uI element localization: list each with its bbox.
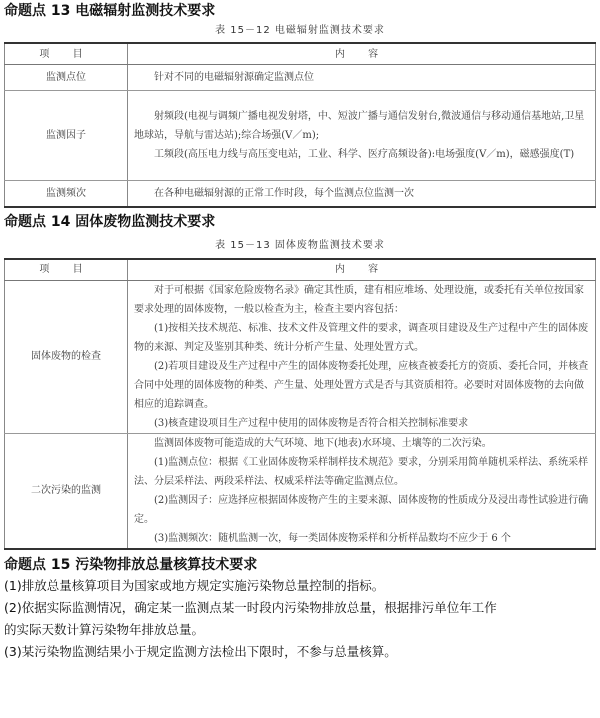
section14 [0, 212, 600, 550]
row-paragraph: 监测固体废物可能造成的大气环境、地下(地表)水环境、土壤等的二次污染。 [154, 437, 492, 449]
row-paragraph: (3)监测频次：随机监测一次，每一类固体废物采样和分析样品数均不应少于 6 个 [154, 532, 511, 544]
row-paragraph: (1)监测点位：根据《工业固体废物采样制样技术规范》要求，分别采用简单随机采样法、系统采样法、分层采样法、两段采样法、权威采样法等确定监测点位。 [134, 456, 589, 487]
row-label: 监测点位 [5, 65, 128, 91]
section15-list [0, 575, 600, 663]
section13 [0, 1, 600, 208]
section15 [0, 555, 600, 663]
list-item: (3)某污染物监测结果小于规定监测方法检出下限时，不参与总量核算。 [4, 643, 397, 659]
table-15-13 [4, 258, 596, 550]
header-content: 内 容 [128, 259, 596, 281]
table-row [5, 433, 596, 549]
table-row [5, 181, 596, 207]
row-label: 监测频次 [5, 181, 128, 207]
header-content: 内 容 [128, 43, 596, 65]
header-item: 项 目 [5, 259, 128, 281]
row-label: 固体废物的检查 [5, 280, 128, 433]
list-item: 的实际天数计算污染物年排放总量。 [4, 621, 205, 637]
row-paragraph: 射频段(电视与调频广播电视发射塔，中、短波广播与通信发射台,微波通信与移动通信基地站,卫星地球站，导航与雷达站);综合场强(V／m); [134, 111, 585, 141]
table-15-13-caption: 表 15－13 固体废物监测技术要求 [215, 239, 385, 251]
table-header-row [5, 43, 596, 65]
row-content [128, 433, 596, 549]
table-15-12-caption: 表 15－12 电磁辐射监测技术要求 [215, 25, 385, 36]
table-row [5, 65, 596, 91]
table-header-row [5, 259, 596, 281]
list-item: (1)排放总量核算项目为国家或地方规定实施污染物总量控制的指标。 [4, 577, 385, 593]
row-paragraph: 针对不同的电磁辐射源确定监测点位 [154, 72, 314, 83]
row-content [128, 280, 596, 433]
section14-heading: 命题点 14 固体废物监测技术要求 [4, 213, 216, 230]
section15-heading: 命题点 15 污染物排放总量核算技术要求 [4, 556, 258, 573]
table-15-12 [4, 42, 596, 208]
table-row [5, 280, 596, 433]
row-content [128, 65, 596, 91]
row-paragraph: (3)核查建设项目生产过程中使用的固体废物是否符合相关控制标准要求 [154, 417, 469, 429]
row-paragraph: 工频段(高压电力线与高压变电站，工业、科学、医疗高频设备):电场强度(V／m)，磁感强度(T) [154, 149, 575, 160]
row-paragraph: 在各种电磁辐射源的正常工作时段，每个监测点位监测一次 [154, 187, 414, 199]
row-label: 监测因子 [5, 91, 128, 181]
row-paragraph: 对于可根据《国家危险废物名录》确定其性质，建有相应堆场、处理设施，或委托有关单位按国家要求处理的固体废物，一般以检查为主，检查主要内容包括： [134, 284, 584, 315]
header-item: 项 目 [5, 43, 128, 65]
row-label: 二次污染的监测 [5, 433, 128, 549]
row-content [128, 181, 596, 207]
section13-heading: 命题点 13 电磁辐射监测技术要求 [4, 3, 216, 19]
list-item: (2)依据实际监测情况，确定某一监测点某一时段内污染物排放总量，根据排污单位年工作 [4, 599, 497, 615]
row-paragraph: (2)监测因子：应选择应根据固体废物产生的主要来源、固体废物的性质成分及浸出毒性试验进行确定。 [134, 494, 589, 525]
table-row [5, 91, 596, 181]
row-content [128, 91, 596, 181]
row-paragraph: (1)按相关技术规范、标准、技术文件及管理文件的要求，调查项目建设及生产过程中产生的固体废物的来源、判定及鉴别其种类、统计分析产生量、处理处置方式。 [134, 322, 589, 353]
row-paragraph: (2)若项目建设及生产过程中产生的固体废物委托处理，应核查被委托方的资质、委托合同，并核查合同中处理的固体废物的种类、产生量、处理处置方式是否与其资质相符。必要时对固体废物的去向做相应的追踪调查。 [134, 360, 589, 410]
